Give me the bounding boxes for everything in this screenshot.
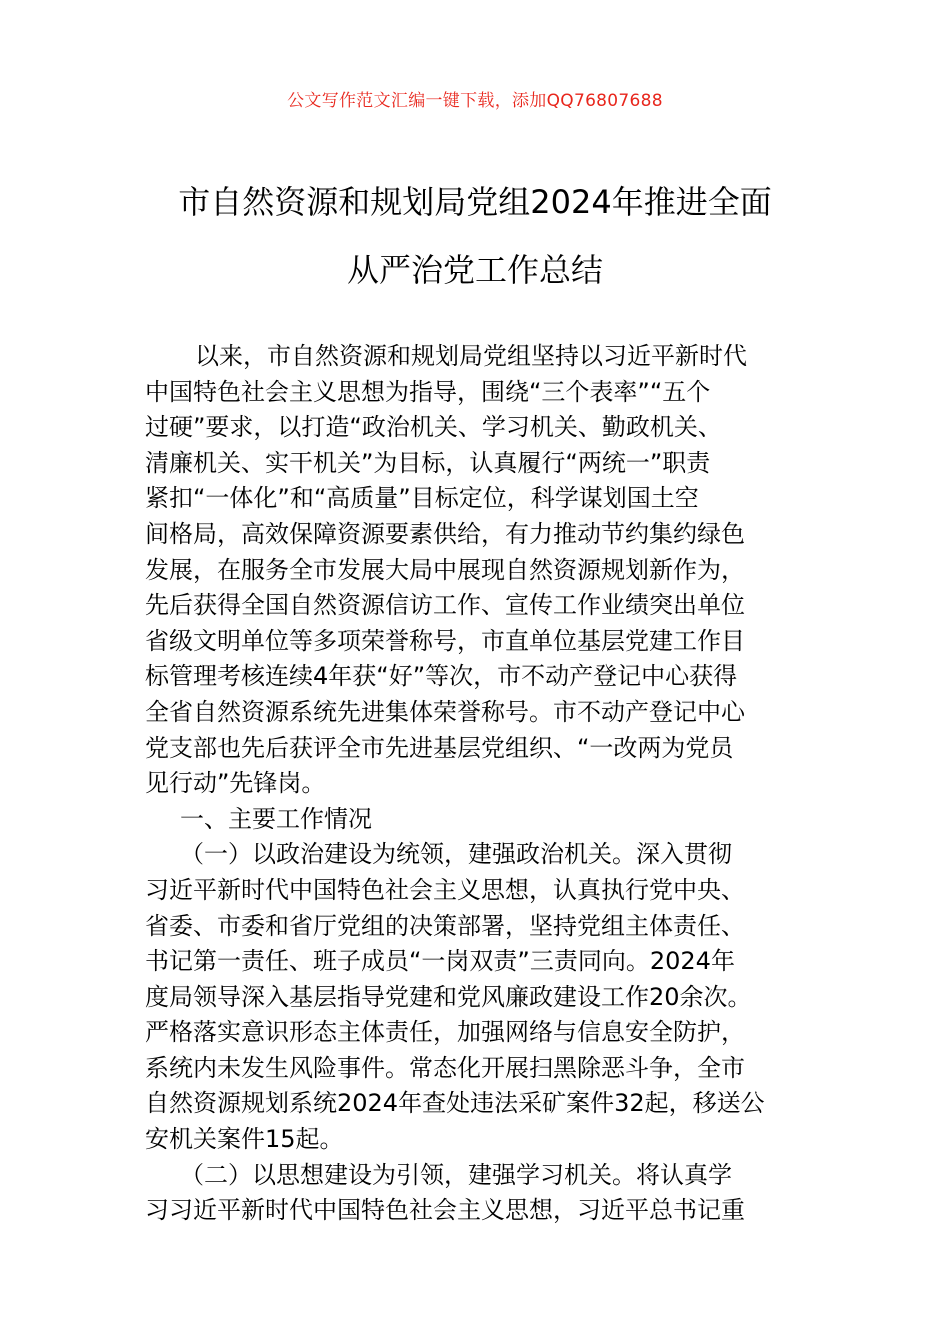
body-line: 系统内未发生风险事件。常态化开展扫黑除恶斗争，全市 — [145, 1053, 745, 1082]
body-line: 先后获得全国自然资源信访工作、宣传工作业绩突出单位 — [145, 591, 745, 620]
body-line: 以来，市自然资源和规划局党组坚持以习近平新时代 — [195, 342, 747, 370]
document-title-line-1: 市自然资源和规划局党组2024年推进全面 — [178, 183, 772, 221]
body-line: 全省自然资源系统先进集体荣誉称号。市不动产登记中心 — [145, 697, 745, 726]
body-line: 清廉机关、实干机关”为目标，认真履行“两统一”职责 — [145, 448, 711, 477]
subsection-heading-line: （二）以思想建设为引领，建强学习机关。将认真学 — [180, 1160, 732, 1189]
body-line: 省级文明单位等多项荣誉称号，市直单位基层党建工作目 — [145, 626, 745, 655]
body-line: 自然资源规划系统2024年查处违法采矿案件32起，移送公 — [145, 1089, 765, 1118]
body-line: 间格局，高效保障资源要素供给，有力推动节约集约绿色 — [145, 519, 745, 548]
body-line: 习近平新时代中国特色社会主义思想，认真执行党中央、 — [145, 875, 745, 904]
body-line: 安机关案件15起。 — [145, 1125, 344, 1154]
body-line: 党支部也先后获评全市先进基层党组织、“一改两为党员 — [145, 733, 734, 762]
document-title-line-2: 从严治党工作总结 — [346, 251, 603, 289]
body-line: 度局领导深入基层指导党建和党风廉政建设工作20余次。 — [145, 982, 752, 1011]
body-line: 省委、市委和省厅党组的决策部署，坚持党组主体责任、 — [145, 911, 745, 940]
download-promo-note: 公文写作范文汇编一键下载，添加QQ76807688 — [287, 91, 663, 111]
body-line: 中国特色社会主义思想为指导，围绕“三个表率”“五个 — [145, 377, 711, 406]
section-heading: 一、主要工作情况 — [180, 804, 372, 833]
document-body — [145, 339, 815, 1229]
body-line: 过硬”要求，以打造“政治机关、学习机关、勤政机关、 — [145, 413, 722, 442]
body-line: 标管理考核连续4年获“好”等次，市不动产登记中心获得 — [145, 662, 738, 691]
body-line: 见行动”先锋岗。 — [145, 769, 326, 798]
subsection-heading-line: （一）以政治建设为统领，建强政治机关。深入贯彻 — [180, 840, 732, 869]
body-line: 书记第一责任、班子成员“一岗双责”三责同向。2024年 — [145, 947, 735, 976]
body-line: 发展，在服务全市发展大局中展现自然资源规划新作为， — [145, 555, 745, 584]
body-line: 习习近平新时代中国特色社会主义思想，习近平总书记重 — [145, 1196, 745, 1225]
body-line: 紧扣“一体化”和“高质量”目标定位，科学谋划国土空 — [145, 484, 699, 513]
body-line: 严格落实意识形态主体责任，加强网络与信息安全防护， — [145, 1018, 745, 1047]
